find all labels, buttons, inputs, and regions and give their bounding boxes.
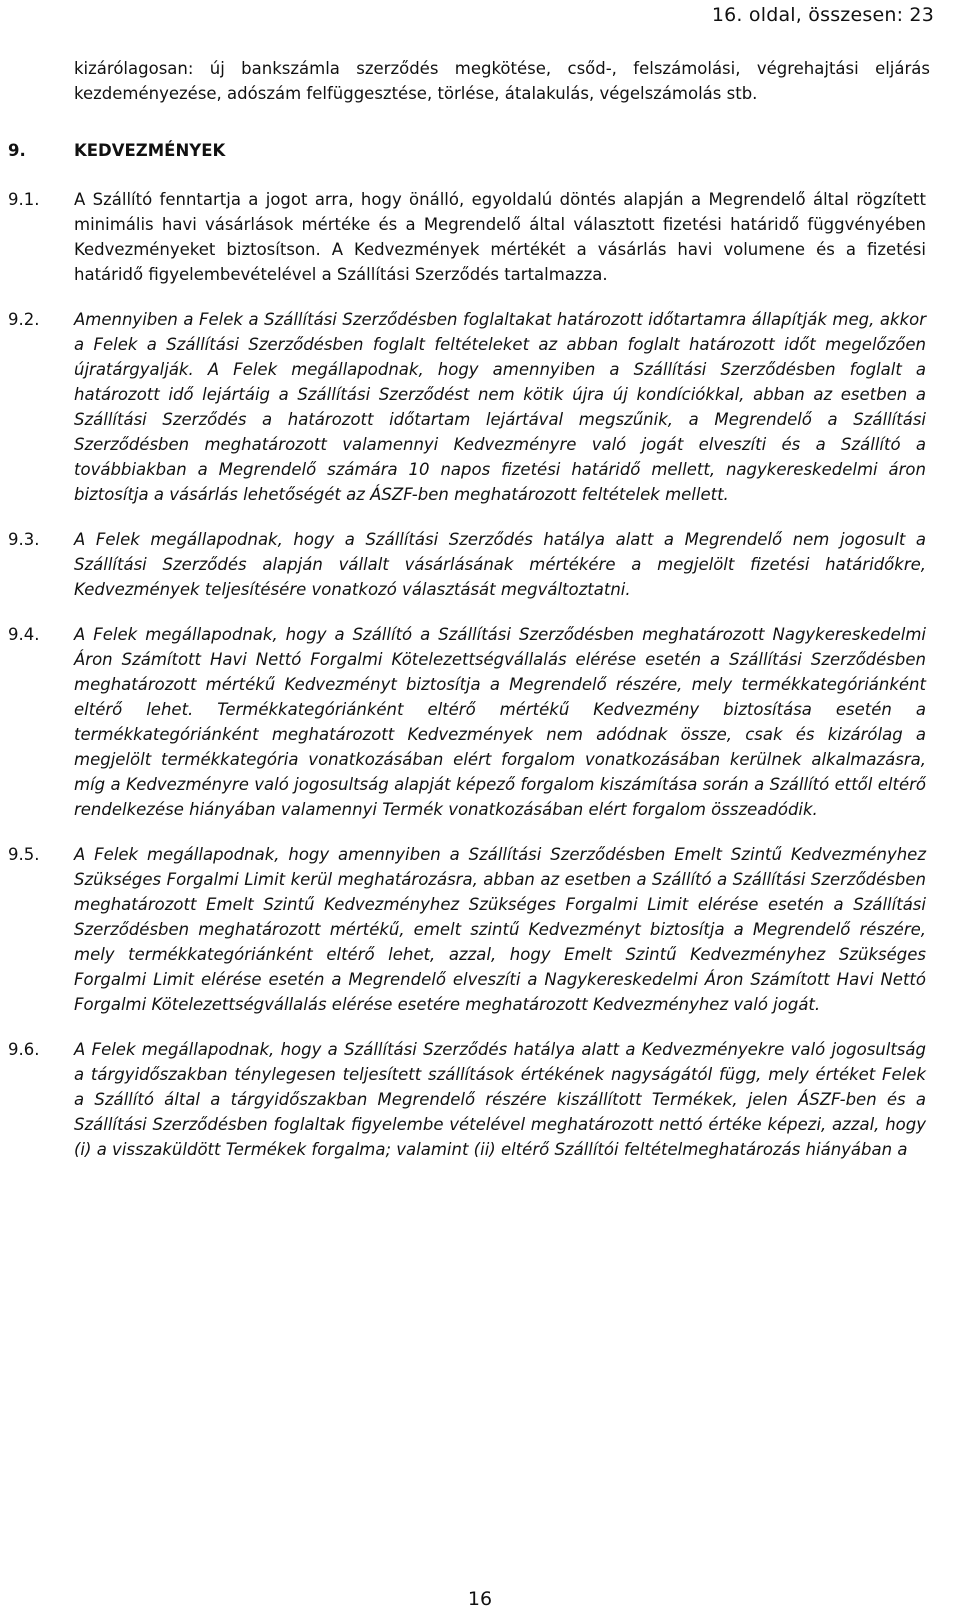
document-body — [0, 56, 960, 1162]
clause-9-1 — [0, 187, 960, 287]
clause-number: 9.4. — [8, 625, 40, 644]
clause-text: A Felek megállapodnak, hogy a Szállító a Szállítási Szerződésben meghatározott Nagykereskedelmi Áron Számított Havi Nettó Forgalmi Kötelezettségvállalás elérése esetén a Szállítási Szerződésben meghatározott mértékű Kedvezményt biztosítja a Megrendelő részére, mely termékkategóriánként eltérő lehet. Termékkategóriánként eltérő mértékű Kedvezmény biztosítása esetén a termékkategóriánként meghatározott Kedvezmények nem adódnak össze, csak és kizárólag a megjelölt termékkategória vonatkozásában elért forgalom vonatkozásában kerülnek alkalmazásra, míg a Kedvezményre való jogosultság alapját képező forgalom kiszámítása során a Szállító ettől eltérő rendelkezése hiányában valamennyi Termék vonatkozásában elért forgalom összeadódik. — [74, 625, 926, 819]
clause-text: Amennyiben a Felek a Szállítási Szerződésben foglaltakat határozott időtartamra állapítják meg, akkor a Felek a Szállítási Szerződésben foglalt feltételeket az abban foglalt határozott időt megelőzően újratárgyalják. A Felek megállapodnak, hogy amennyiben a Szállítási Szerződésben foglalt a határozott idő lejártáig a Szállítási Szerződést nem kötik újra új kondíciókkal, abban az esetben a Szállítási Szerződés a határozott időtartam lejártával megszűnik, a Megrendelő a Szállítási Szerződésben meghatározott valamennyi Kedvezményre való jogát elveszíti és a Szállító a továbbiakban a Megrendelő számára 10 napos fizetési határidő mellett, nagykereskedelmi áron biztosítja a vásárlás lehetőségét az ÁSZF-ben meghatározott feltételek mellett. — [74, 310, 926, 504]
section-title: KEDVEZMÉNYEK — [74, 141, 226, 160]
clause-number: 9.6. — [8, 1040, 40, 1059]
clause-number: 9.2. — [8, 310, 40, 329]
clause-text: A Felek megállapodnak, hogy amennyiben a Szállítási Szerződésben Emelt Szintű Kedvezményhez Szükséges Forgalmi Limit kerül meghatározásra, abban az esetben a Szállító a Szállítási Szerződésben meghatározott Emelt Szintű Kedvezményhez Szükséges Forgalmi Limit elérése esetén a Szállítási Szerződésben meghatározott mértékű, emelt szintű Kedvezményt biztosítja a Megrendelő részére, mely termékkategóriánként eltérő lehet, azzal, hogy Emelt Szintű Kedvezményhez Szükséges Forgalmi Limit elérése esetén a Megrendelő elveszíti a Nagykereskedelmi Áron Számított Havi Nettó Forgalmi Kötelezettségvállalás elérése esetére meghatározott Kedvezményhez való jogát. — [74, 845, 926, 1014]
clause-text: A Felek megállapodnak, hogy a Szállítási Szerződés hatálya alatt a Kedvezményekre való jogosultság a tárgyidőszakban ténylegesen teljesített szállítások értékének nagyságától függ, mely értéket Felek a Szállító által a tárgyidőszakban Megrendelő részére kiszállított Termékek, jelen ÁSZF-ben és a Szállítási Szerződésben foglaltak figyelembe vételével meghatározott nettó értéke képezi, azzal, hogy (i) a visszaküldött Termékek forgalma; valamint (ii) eltérő Szállítói feltételmeghatározás hiányában a — [74, 1040, 926, 1159]
clause-9-6 — [0, 1037, 960, 1162]
clause-number: 9.3. — [8, 530, 40, 549]
section-heading — [0, 138, 960, 163]
page-header: 16. oldal, összesen: 23 — [711, 4, 934, 26]
clause-9-5 — [0, 842, 960, 1017]
clause-9-4 — [0, 622, 960, 822]
clause-9-2 — [0, 307, 960, 507]
page-number-footer: 16 — [467, 1588, 493, 1610]
clause-text: A Felek megállapodnak, hogy a Szállítási Szerződés hatálya alatt a Megrendelő nem jogosult a Szállítási Szerződés alapján vállalt vásárlásának mértékére a megjelölt fizetési határidőkre, Kedvezmények teljesítésére vonatkozó választását megváltoztatni. — [74, 530, 926, 599]
section-number: 9. — [8, 141, 26, 160]
lead-paragraph: kizárólagosan: új bankszámla szerződés megkötése, csőd-, felszámolási, végrehajtási eljárás kezdeményezése, adószám felfüggesztése, törlése, átalakulás, végelszámolás stb. — [74, 59, 930, 103]
clause-text: A Szállító fenntartja a jogot arra, hogy önálló, egyoldalú döntés alapján a Megrendelő által rögzített minimális havi vásárlások mértéke és a Megrendelő által választott fizetési határidő függvényében Kedvezményeket biztosítson. A Kedvezmények mértékét a vásárlás havi volumene és a fizetési határidő figyelembevételével a Szállítási Szerződés tartalmazza. — [74, 190, 926, 284]
clause-number: 9.5. — [8, 845, 40, 864]
clause-number: 9.1. — [8, 190, 40, 209]
clause-9-3 — [0, 527, 960, 602]
